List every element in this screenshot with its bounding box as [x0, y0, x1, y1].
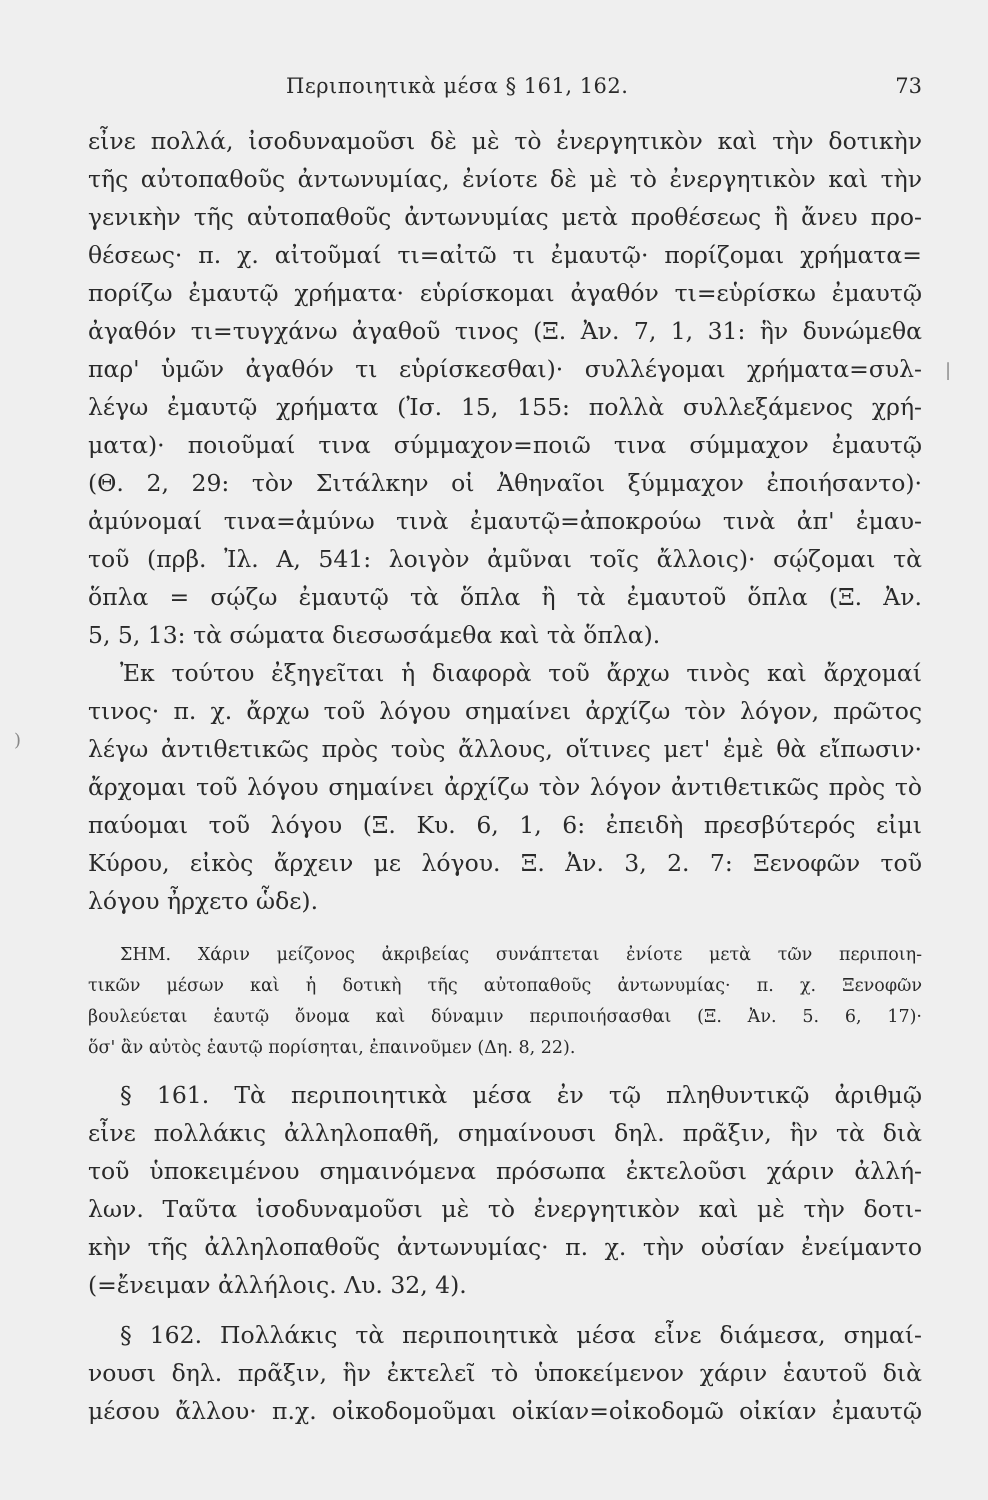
text-line: ἀμύνομαί τινα=ἀμύνω τινὰ ἐμαυτῷ=ἀποκρούω τινὰ ἀπ' ἐμαυ-: [88, 507, 922, 535]
text-line: ἄρχομαι τοῦ λόγου σημαίνει ἀρχίζω τὸν λόγον ἀντιθετικῶς πρὸς τὸ: [88, 773, 922, 801]
text-line: (=ἔνειμαν ἀλλήλοις. Λυ. 32, 4).: [88, 1271, 467, 1299]
margin-bracket-mark: ): [14, 730, 22, 751]
footnote-block: [88, 940, 922, 1064]
section-162: [88, 1316, 922, 1430]
text-line: Κύρου, εἰκὸς ἄρχειν με λόγου. Ξ. Ἀν. 3, 2. 7: Ξενοφῶν τοῦ: [88, 849, 922, 877]
running-title: Περιποιητικὰ μέσα § 161, 162.: [286, 74, 629, 98]
text-line: θέσεως· π. χ. αἰτοῦμαί τι=αἰτῶ τι ἐμαυτῷ· πορίζομαι χρήματα=: [88, 241, 922, 269]
page-number: 73: [895, 74, 922, 98]
text-line: Ἐκ τούτου ἐξηγεῖται ἡ διαφορὰ τοῦ ἄρχω τινὸς καὶ ἄρχομαί: [120, 659, 922, 687]
note-line: βουλεύεται ἑαυτῷ ὄνομα καὶ δύναμιν περιποιήσασθαι (Ξ. Ἀν. 5. 6, 17)·: [88, 1007, 922, 1027]
text-line: τῆς αὐτοπαθοῦς ἀντωνυμίας, ἐνίοτε δὲ μὲ τὸ ἐνεργητικὸν καὶ τὴν: [88, 165, 922, 193]
text-line: (Θ. 2, 29: τὸν Σιτάλκην οἱ Ἀθηναῖοι ξύμμαχον ἐποιήσαντο)·: [88, 469, 922, 497]
note-line: τικῶν μέσων καὶ ἡ δοτικὴ τῆς αὐτοπαθοῦς ἀντωνυμίας· π. χ. Ξενοφῶν: [88, 976, 922, 996]
text-line: παύομαι τοῦ λόγου (Ξ. Κυ. 6, 1, 6: ἐπειδὴ πρεσβύτερός εἰμι: [88, 811, 922, 839]
text-line: λέγω ἐμαυτῷ χρήματα (Ἰσ. 15, 155: πολλὰ συλλεξάμενος χρή-: [88, 393, 922, 421]
main-paragraph: [88, 122, 922, 920]
text-line: κὴν τῆς ἀλληλοπαθοῦς ἀντωνυμίας· π. χ. τὴν οὐσίαν ἐνείμαντο: [88, 1233, 922, 1261]
text-line: ματα)· ποιοῦμαί τινα σύμμαχον=ποιῶ τινα σύμμαχον ἐμαυτῷ: [88, 431, 922, 459]
text-line: λόγου ἦρχετο ὧδε).: [88, 887, 319, 915]
text-line: λων. Ταῦτα ἰσοδυναμοῦσι μὲ τὸ ἐνεργητικὸν καὶ μὲ τὴν δοτι-: [88, 1195, 922, 1223]
section-heading-line: § 161. Τὰ περιποιητικὰ μέσα ἐν τῷ πληθυντικῷ ἀριθμῷ: [120, 1081, 922, 1109]
text-line: 5, 5, 13: τὰ σώματα διεσωσάμεθα καὶ τὰ ὅπλα).: [88, 621, 661, 649]
section-161: [88, 1076, 922, 1304]
text-line: λέγω ἀντιθετικῶς πρὸς τοὺς ἄλλους, οἵτινες μετ' ἐμὲ θὰ εἴπωσιν·: [88, 735, 922, 763]
text-line: πορίζω ἐμαυτῷ χρήματα· εὑρίσκομαι ἀγαθόν τι=εὑρίσκω ἐμαυτῷ: [88, 279, 922, 307]
text-line: τοῦ (πρβ. Ἰλ. Α, 541: λοιγὸν ἀμῦναι τοῖς ἄλλοις)· σῴζομαι τὰ: [88, 545, 922, 573]
text-line: τινος· π. χ. ἄρχω τοῦ λόγου σημαίνει ἀρχίζω τὸν λόγον, πρῶτος: [88, 697, 922, 725]
text-line: εἶνε πολλάκις ἀλληλοπαθῆ, σημαίνουσι δηλ. πρᾶξιν, ἣν τὰ διὰ: [88, 1119, 922, 1147]
page-header: [80, 74, 922, 114]
text-line: μέσου ἄλλου· π.χ. οἰκοδομοῦμαι οἰκίαν=οἰκοδομῶ οἰκίαν ἐμαυτῷ: [88, 1397, 922, 1425]
text-line: ὅπλα = σῴζω ἐμαυτῷ τὰ ὅπλα ἢ τὰ ἐμαυτοῦ ὅπλα (Ξ. Ἀν.: [88, 583, 922, 611]
text-line: εἶνε πολλά, ἰσοδυναμοῦσι δὲ μὲ τὸ ἐνεργητικὸν καὶ τὴν δοτικὴν: [88, 127, 922, 155]
section-heading-line: § 162. Πολλάκις τὰ περιποιητικὰ μέσα εἶνε διάμεσα, σημαί-: [120, 1321, 922, 1349]
note-line: ΣΗΜ. Χάριν μείζονος ἀκριβείας συνάπτεται ἐνίοτε μετὰ τῶν περιποιη-: [120, 945, 922, 965]
text-line: γενικὴν τῆς αὐτοπαθοῦς ἀντωνυμίας μετὰ προθέσεως ἢ ἄνευ προ-: [88, 203, 922, 231]
page-body: [88, 122, 922, 1430]
margin-mark: |: [945, 360, 952, 381]
text-line: νουσι δηλ. πρᾶξιν, ἣν ἐκτελεῖ τὸ ὑποκείμενον χάριν ἑαυτοῦ διὰ: [88, 1359, 922, 1387]
text-line: παρ' ὑμῶν ἀγαθόν τι εὑρίσκεσθαι)· συλλέγομαι χρήματα=συλ-: [88, 355, 922, 383]
text-line: ἀγαθόν τι=τυγχάνω ἀγαθοῦ τινος (Ξ. Ἀν. 7, 1, 31: ἣν δυνώμεθα: [88, 317, 922, 345]
note-line: ὅσ' ἂν αὐτὸς ἑαυτῷ πορίσηται, ἐπαινοῦμεν (Δη. 8, 22).: [88, 1038, 576, 1058]
text-line: τοῦ ὑποκειμένου σημαινόμενα πρόσωπα ἐκτελοῦσι χάριν ἀλλή-: [88, 1157, 922, 1185]
